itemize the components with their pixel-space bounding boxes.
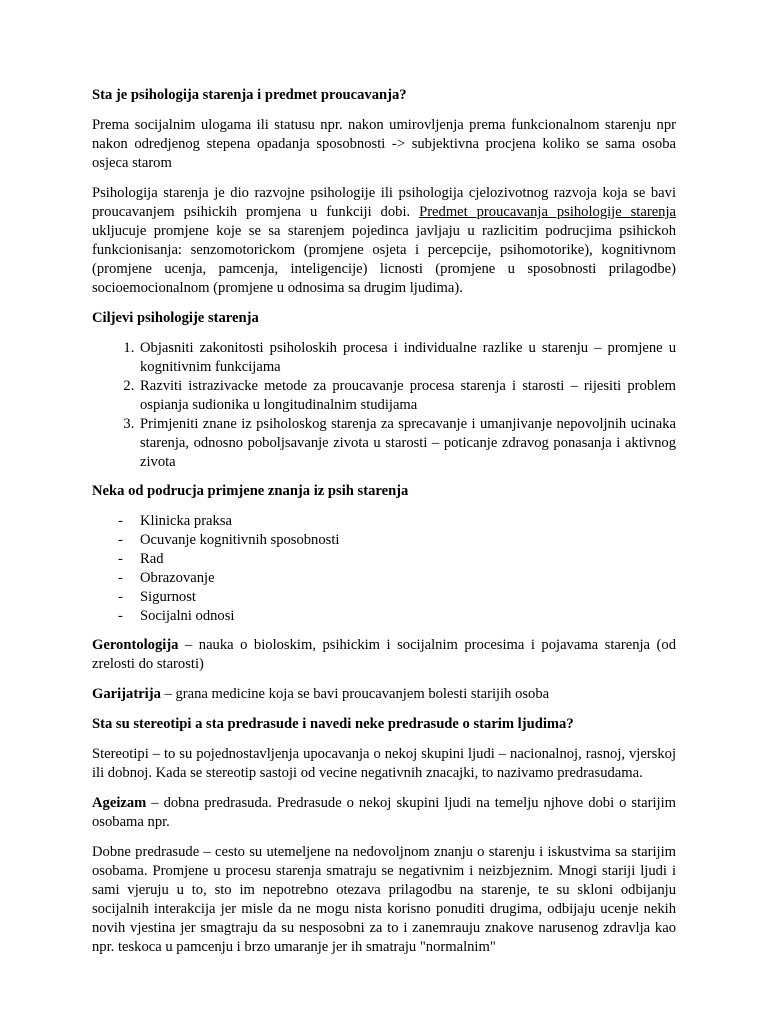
question-heading-2: Sta su stereotipi a sta predrasude i navedi neke predrasude o starim ljudima? xyxy=(92,716,574,732)
paragraph-psychology-definition xyxy=(92,184,676,298)
area-label: Ocuvanje kognitivnih sposobnosti xyxy=(140,532,340,548)
area-item xyxy=(118,569,676,588)
goal-item: 3. Primjeniti znane iz psiholoskog starenja za sprecavanje i umanjivanje nepovoljnih ucinaka starenja, odnosno poboljsavanje zivota u starosti – poticanje zdravog ponasanja i aktivnog zivota xyxy=(138,415,676,472)
area-label: Obrazovanje xyxy=(140,570,215,586)
geriatrics-term: Garijatrija xyxy=(92,686,161,702)
area-item xyxy=(118,531,676,550)
paragraph-stereotypes: Stereotipi – to su pojednostavljenja upocavanja o nekoj skupini ljudi – nacionalnoj, rasnoj, vjerskoj ili dobnoj. Kada se stereotip sastoji od vecine negativnih znacajki, to nazivamo predrasudama. xyxy=(92,746,676,781)
application-areas-list xyxy=(92,512,676,626)
ageism-term: Ageizam xyxy=(92,795,147,811)
definition-text-continued: ukljucuje promjene koje se sa starenjem pojedinca javljaju u razlicitim podrucjima psihickoh funkcionisanja: senzomotorickom (promjene osjeta i percepcije, psihomotorike), kognitivnom (promjene ucenja, pamcenja, inteligencije) licnosti (promjene u sposobnosti prilagodbe) socioemocionalnom (promjene u odnosima sa drugim ljudima). xyxy=(92,223,676,296)
goals-list xyxy=(92,339,676,472)
gerontology-text: – nauka o bioloskim, psihickim i socijalnim procesima i pojavama starenja (od zrelosti do starosti) xyxy=(92,637,676,672)
paragraph-age-prejudices: Dobne predrasude – cesto su utemeljene na nedovoljnom znanju o starenju i iskustvima sa starijim osobama. Promjene u procesu starenja smatraju se negativnim i neizbjeznim. Mnogi stariji ljudi i sami vjeruju u to, sto im nepotrebno otezava prilagodbu na starenje, te su skloni odbijanju socijalnih interakcija jer misle da ne mogu nista korisno ponuditi drugima, odbijaju ucenje nekih novih vjestina jer smagtraju da su nesposobni za to i zanemrauju znakove narusenog zdravlja kao npr. teskoca u pamcenju i brzo umaranje jer ih smatraju "normalnim" xyxy=(92,844,676,955)
area-label: Klinicka praksa xyxy=(140,513,232,529)
area-item xyxy=(118,550,676,569)
subject-of-study-underlined: Predmet proucavanja psihologije starenja xyxy=(419,204,677,220)
goal-item: 2. Razviti istrazivacke metode za proucavanje procesa starenja i starosti – rijesiti problem ospianja sudionika u longitudinalnim studijama xyxy=(138,377,676,415)
area-label: Rad xyxy=(140,551,164,567)
dash-bullet: - xyxy=(118,513,123,529)
dash-bullet: - xyxy=(118,532,123,548)
goals-heading: Ciljevi psihologije starenja xyxy=(92,310,259,326)
dash-bullet: - xyxy=(118,589,123,605)
dash-bullet: - xyxy=(118,608,123,624)
dash-bullet: - xyxy=(118,551,123,567)
paragraph-social-roles: Prema socijalnim ulogama ili statusu npr. nakon umirovljenja prema funkcionalnom starenju npr nakon odredjenog stepena opadanja sposobnosti -> subjektivna procjena koliko se sama osoba osjeca starom xyxy=(92,117,676,171)
ageism-text: – dobna predrasuda. Predrasude o nekoj skupini ljudi na temelju njhove dobi o starijim osobama npr. xyxy=(92,795,676,830)
area-label: Socijalni odnosi xyxy=(140,608,235,624)
geriatrics-text: – grana medicine koja se bavi proucavanjem bolesti starijih osoba xyxy=(160,686,550,702)
question-heading-1: Sta je psihologija starenja i predmet proucavanja? xyxy=(92,87,407,103)
gerontology-definition xyxy=(92,636,676,674)
goal-item: 1. Objasniti zakonitosti psiholoskih procesa i individualne razlike u starenju – promjene u kognitivnim funkcijama xyxy=(138,339,676,377)
area-item xyxy=(118,512,676,531)
gerontology-term: Gerontologija xyxy=(92,637,179,653)
area-item xyxy=(118,607,676,626)
area-label: Sigurnost xyxy=(140,589,196,605)
application-areas-heading: Neka od podrucja primjene znanja iz psih starenja xyxy=(92,483,409,499)
definition-text: Psihologija starenja je dio razvojne psihologije ili psihologija cjelozivotnog razvoja koja se bavi proucavanjem psihickih promjena u funkciji dobi. xyxy=(92,185,676,220)
geriatrics-definition xyxy=(92,685,676,704)
ageism-definition xyxy=(92,794,676,832)
area-item xyxy=(118,588,676,607)
dash-bullet: - xyxy=(118,570,123,586)
